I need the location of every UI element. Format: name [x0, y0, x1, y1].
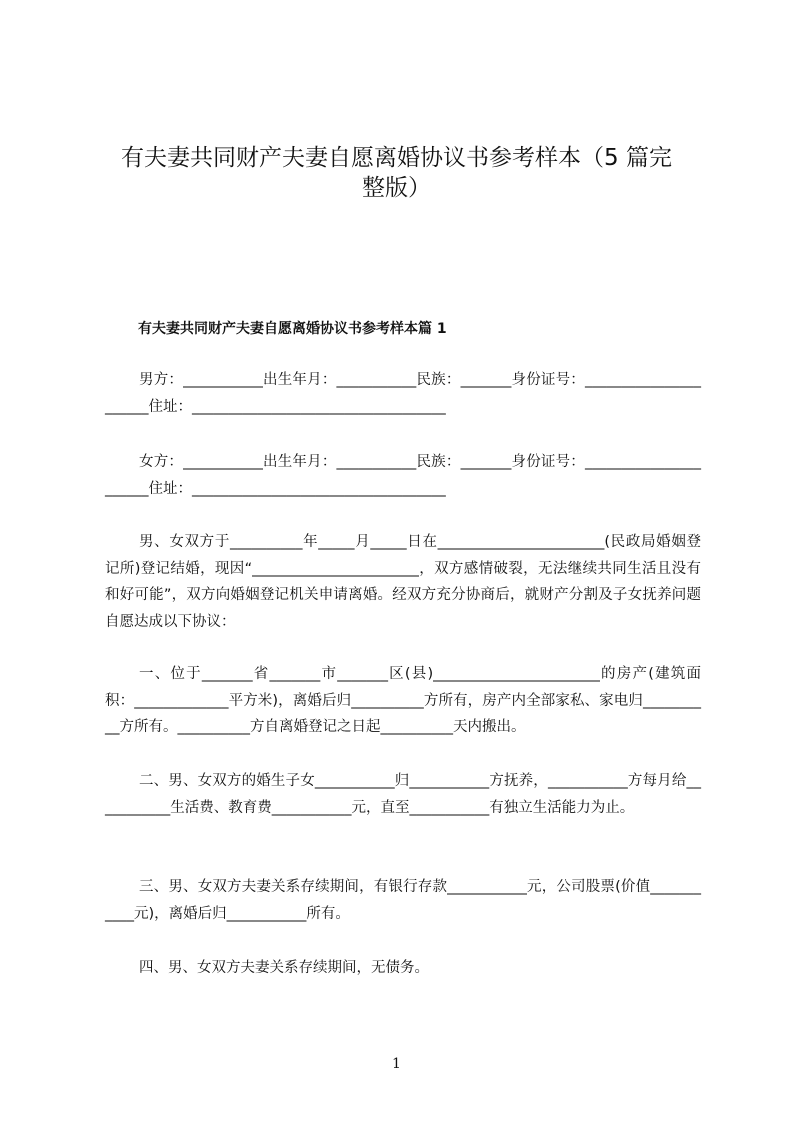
paragraph-male-party: 男方：___________出生年月：___________民族：_______身份证号：______________________住址：___________________________________ [105, 372, 701, 415]
paragraph-clause-3-savings: 三、男、女双方夫妻关系存续期间，有银行存款___________元，公司股票(价值___________元)，离婚后归___________所有。 [105, 879, 701, 922]
document-title-line-1: 有夫妻共同财产夫妻自愿离婚协议书参考样本（5 篇完 [121, 145, 672, 171]
section-heading: 有夫妻共同财产夫妻自愿离婚协议书参考样本篇 1 [138, 321, 447, 337]
page-number: 1 [392, 1056, 401, 1072]
paragraph-marriage-registration: 男、女双方于__________年_____月_____日在_______________________(民政局婚姻登记所)登记结婚，现因“_______________________，双方感情破裂，无法继续共同生活且没有和好可能”，双方向婚姻登记机关申请离婚。经双方充分协商后，就财产分割及子女抚养问题自愿达成以下协议： [105, 534, 701, 630]
paragraph-clause-4-debts: 四、男、女双方夫妻关系存续期间，无债务。 [139, 960, 429, 976]
paragraph-female-party: 女方：___________出生年月：___________民族：_______身份证号：______________________住址：___________________________________ [105, 454, 701, 497]
document-title-line-2: 整版） [362, 175, 431, 201]
document-title [80, 143, 713, 203]
paragraph-clause-2-children: 二、男、女双方的婚生子女___________归___________方抚养，___________方每月给___________生活费、教育费___________元，直至___________有独立生活能力为止。 [105, 773, 701, 816]
paragraph-clause-1-property: 一、位于_______省_______市_______区(县)_______________________的房产(建筑面积：_____________平方米)，离婚后归__________方所有，房产内全部家私、家电归__________方所有。__________方自离婚登记之日起__________天内搬出。 [105, 666, 701, 735]
